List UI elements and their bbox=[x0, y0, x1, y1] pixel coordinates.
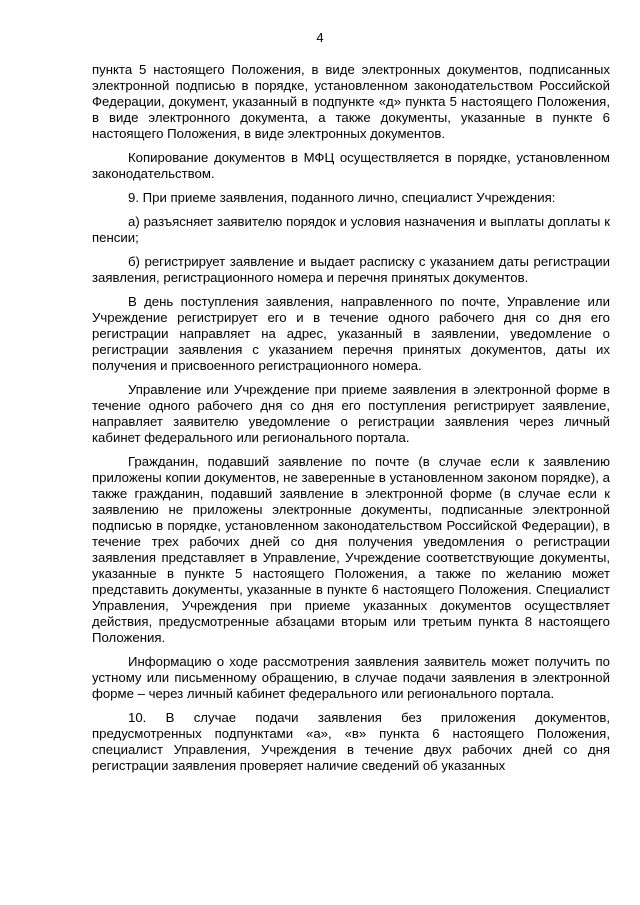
paragraph-subpoint-b: б) регистрирует заявление и выдает расписку с указанием даты регистрации заявления, регистрационного номера и перечня принятых документов. bbox=[92, 254, 610, 285]
paragraph-postal-registration: В день поступления заявления, направленного по почте, Управление или Учреждение регистрирует его и в течение одного рабочего дня со дня его регистрации направляет на адрес, указанный в заявлении, уведомление о регистрации заявления с указанием перечня принятых документов, даты их получения и присвоенного регистрационного номера. bbox=[92, 294, 610, 373]
paragraph-point-9: 9. При приеме заявления, поданного лично, специалист Учреждения: bbox=[128, 190, 556, 205]
document-body bbox=[92, 62, 610, 782]
page-number: 4 bbox=[316, 30, 324, 45]
paragraph-subpoint-a: а) разъясняет заявителю порядок и условия назначения и выплаты доплаты к пенсии; bbox=[92, 214, 610, 245]
paragraph-point-10: 10. В случае подачи заявления без приложения документов, предусмотренных подпунктами «а», «в» пункта 6 настоящего Положения, специалист Управления, Учреждения в течение двух рабочих дней со дня регистрации заявления проверяет наличие сведений об указанных bbox=[92, 710, 610, 773]
paragraph-mfc-copying: Копирование документов в МФЦ осуществляется в порядке, установленном законодательством. bbox=[92, 150, 610, 181]
paragraph-status-information: Информацию о ходе рассмотрения заявления заявитель может получить по устному или письменному обращению, в случае подачи заявления в электронной форме – через личный кабинет федерального или регионального портала. bbox=[92, 654, 610, 701]
paragraph-electronic-registration: Управление или Учреждение при приеме заявления в электронной форме в течение одного рабочего дня со дня его поступления регистрирует заявление, направляет заявителю уведомление о регистрации заявления через личный кабинет федерального или регионального портала. bbox=[92, 382, 610, 445]
paragraph-citizen-documents: Гражданин, подавший заявление по почте (в случае если к заявлению приложены копии документов, не заверенные в установленном законом порядке), а также гражданин, подавший заявление в электронной форме (в случае если к заявлению не приложены электронные документы, подписанные электронной подписью в порядке, установленном законодательством Российской Федерации), в течение трех рабочих дней со дня получения уведомления о регистрации заявления представляет в Управление, Учреждение соответствующие документы, указанные в пункте 5 настоящего Положения, а также по желанию может представить документы, указанные в пункте 6 настоящего Положения. Специалист Управления, Учреждения при приеме указанных документов осуществляет действия, предусмотренные абзацами вторым или третьим пункта 8 настоящего Положения. bbox=[92, 454, 610, 645]
paragraph-continuation-point-5: пункта 5 настоящего Положения, в виде электронных документов, подписанных электронной подписью в порядке, установленном законодательством Российской Федерации, документ, указанный в подпункте «д» пункта 5 настоящего Положения, в виде электронного документа, а также документы, указанные в пункте 6 настоящего Положения, в виде электронных документов. bbox=[92, 62, 610, 141]
